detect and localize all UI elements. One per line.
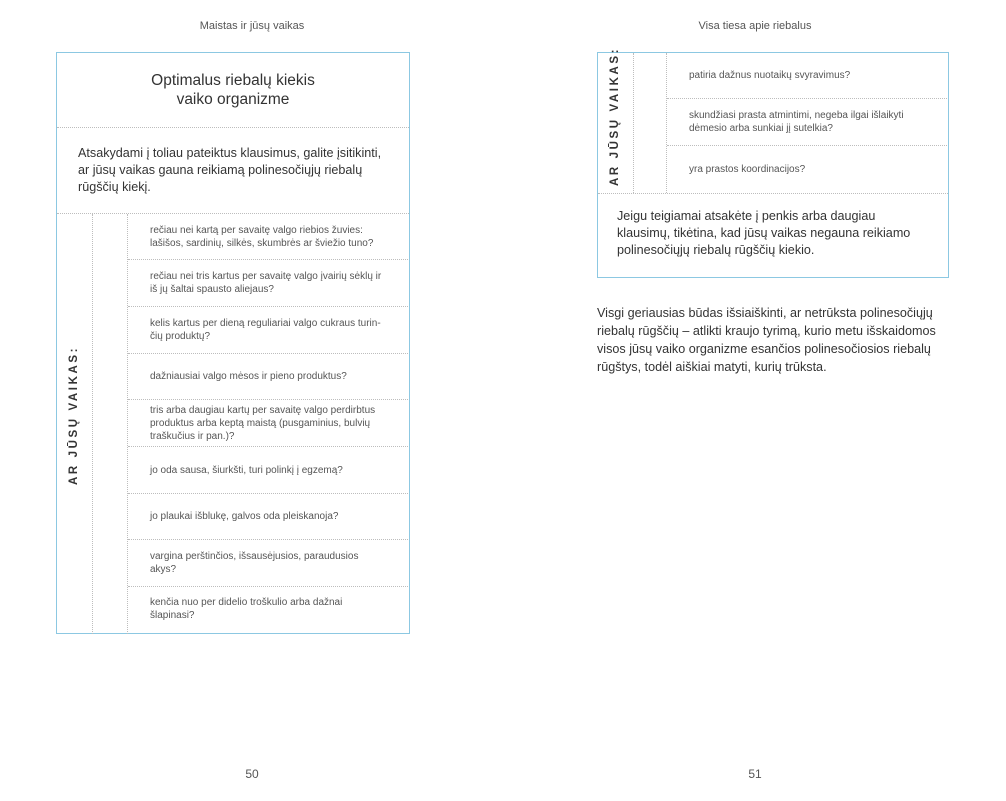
fat-checklist-box xyxy=(56,52,410,634)
vertical-label-column xyxy=(598,46,634,193)
list-item-text: jo oda sausa, šiurkšti, turi polinkį į egzemą? xyxy=(150,464,343,476)
list-item xyxy=(128,260,408,307)
checkbox-column xyxy=(634,53,667,193)
list-item-text: vargina perštinčios, išsausėjusios, paraudusios akys? xyxy=(150,551,359,575)
checklist-items xyxy=(667,53,947,192)
list-item xyxy=(667,53,947,99)
list-item-text: patiria dažnus nuotaikų svyravimus? xyxy=(689,70,851,81)
list-item xyxy=(667,146,947,192)
vertical-label: AR JŪSŲ VAIKAS: xyxy=(609,46,621,186)
checklist-right xyxy=(598,46,948,194)
checklist-items xyxy=(128,214,408,631)
vertical-label-column xyxy=(57,214,93,634)
list-item-text: tris arba daugiau kartų per savaitę valgo perdirbtus produktus arba keptą maistą (pusgaminius, bulvių traškučius ir pan.)? xyxy=(150,404,376,442)
box-intro: Atsakydami į toliau pateiktus klausimus, galite įsitikinti, ar jūsų vaikas gauna reikiamą polinesočiųjų riebalų rūgščių kiekį. xyxy=(57,128,409,214)
list-item xyxy=(128,214,408,260)
box-title-line-1: Optimalus riebalų kiekis xyxy=(151,72,315,89)
box-conclusion: Jeigu teigiamai atsakėte į penkis arba daugiau klausimų, tikėtina, kad jūsų vaikas negauna reikiamo polinesočiųjų riebalų rūgščių kiekio. xyxy=(617,209,911,257)
list-item xyxy=(128,540,408,587)
list-item xyxy=(128,494,408,540)
running-head-left: Maistas ir jūsų vaikas xyxy=(199,20,305,32)
list-item-text: rečiau nei tris kartus per savaitę valgo įvairių sėklų ir iš jų šaltai spausto aliejaus? xyxy=(150,271,382,295)
list-item xyxy=(128,447,408,494)
checklist-left xyxy=(57,214,409,634)
page-number-right: 51 xyxy=(748,767,762,781)
checkbox-column xyxy=(93,214,128,634)
list-item xyxy=(667,99,947,146)
list-item xyxy=(128,400,408,447)
running-head-right: Visa tiesa apie riebalus xyxy=(698,20,812,32)
list-item xyxy=(128,307,408,354)
list-item xyxy=(128,354,408,400)
list-item-text: dažniausiai valgo mėsos ir pieno produktus? xyxy=(150,371,347,382)
vertical-label: AR JŪSŲ VAIKAS: xyxy=(68,345,80,485)
box-title-line-2: vaiko organizme xyxy=(176,91,290,108)
list-item xyxy=(128,587,408,631)
list-item-text: jo plaukai išblukę, galvos oda pleiskanoja? xyxy=(150,511,339,522)
page-number-left: 50 xyxy=(245,767,259,781)
list-item-text: rečiau nei kartą per savaitę valgo riebios žuvies: lašišos, sardinių, silkės, skumbrės ar šviežio tuno? xyxy=(150,224,374,249)
box-title xyxy=(57,53,409,128)
list-item-text: kelis kartus per dieną reguliariai valgo cukraus turin-čių produktų? xyxy=(150,318,381,342)
list-item-text: kenčia nuo per didelio troškulio arba dažnai šlapinasi? xyxy=(150,597,343,621)
list-item-text: yra prastos koordinacijos? xyxy=(689,163,806,175)
body-paragraph: Visgi geriausias būdas išsiaiškinti, ar netrūksta polinesočiųjų riebalų rūgščių – atlikti kraujo tyrimą, kurio metu išskaidomos visos jūsų vaiko organizme esančios polinesočiosios riebalų rūgštys, todėl aiškiai matyti, kurių trūksta. xyxy=(597,306,936,374)
fat-checklist-box-continued xyxy=(597,46,949,278)
list-item-text: skundžiasi prasta atmintimi, negeba ilgai išlaikyti dėmesio arba sunkiai jį sutelkia? xyxy=(689,110,904,134)
